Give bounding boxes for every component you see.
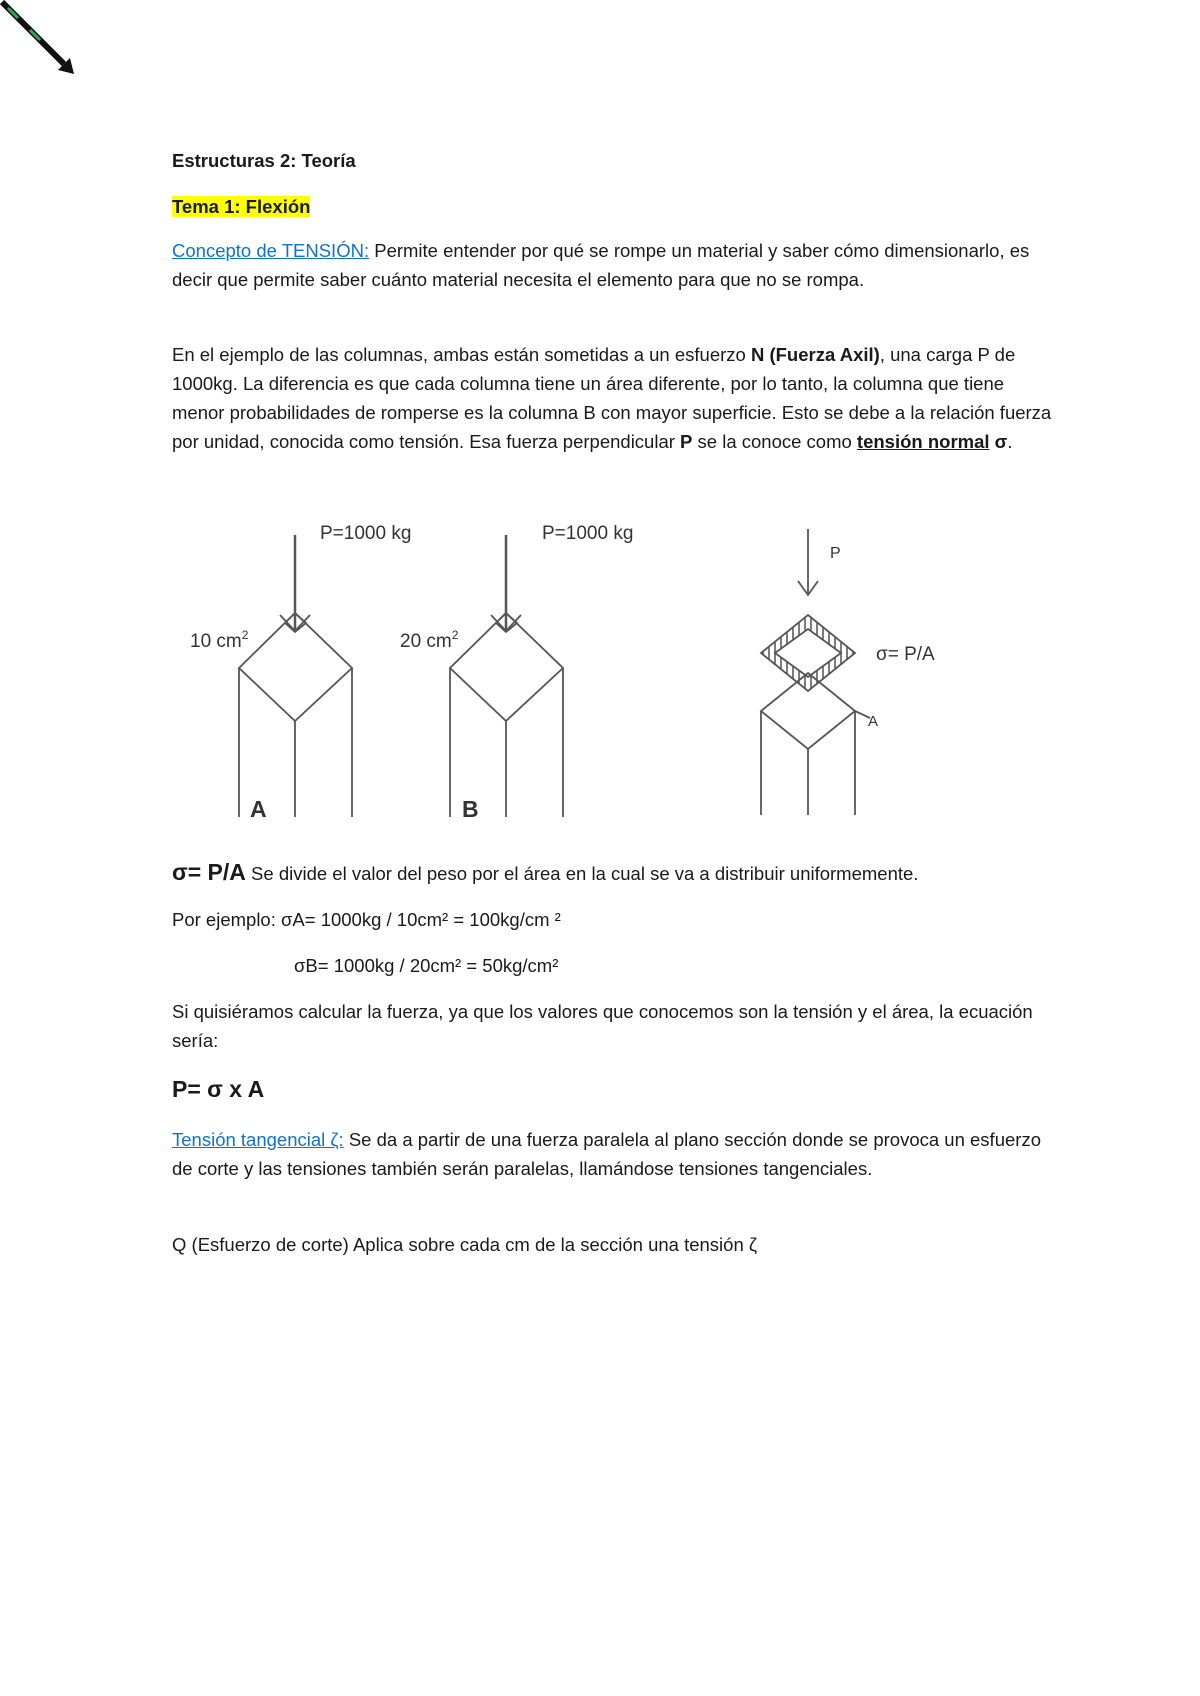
corner-arrow-icon (0, 0, 90, 90)
normal-stress-term: tensión normal (856, 431, 990, 452)
tangential-heading-link[interactable]: Tensión tangencial ζ: (172, 1129, 344, 1150)
column-b-label: B (462, 796, 479, 822)
document-title: Estructuras 2: Teoría (172, 150, 356, 171)
area-label-a: 10 $cm^2$ (190, 628, 249, 652)
columns-figure (180, 515, 960, 830)
axial-force-term: N (Fuerza Axil) (750, 344, 880, 365)
concept-paragraph (172, 236, 1052, 294)
stress-diagram (761, 529, 870, 815)
concept-heading-link[interactable]: Concepto de TENSIÓN: (172, 240, 370, 261)
columns-text-5: . (1007, 431, 1013, 452)
example-line-1: Por ejemplo: σA= 1000kg / 10cm² = 100kg/cm ² (172, 909, 561, 930)
force-p-term: P (680, 431, 693, 452)
columns-text-1: En el ejemplo de las columnas, ambas están sometidas a un esfuerzo (172, 344, 751, 365)
column-a-label: A (250, 796, 267, 822)
column-a-diagram (239, 535, 352, 817)
columns-paragraph (172, 340, 1052, 456)
load-label-a: P=1000 kg (320, 523, 412, 544)
columns-text-2: , una carga P de 1000kg. La diferencia es que cada columna tiene un área diferente, por lo tanto, la columna que tiene menor probabilidades de romperse es la columna B con mayor superficie. Esto se debe a la relación fuerza por unidad, conocida como tensión. Esa fuerza perpendicular (172, 344, 1052, 452)
stress-formula: σ= P/A (172, 859, 246, 885)
topic-heading (172, 192, 310, 221)
shear-paragraph: Q (Esfuerzo de corte) Aplica sobre cada cm de la sección una tensión ζ (172, 1234, 758, 1255)
concept-text: Permite entender por qué se rompe un material y saber cómo dimensionarlo, es decir que permite saber cuánto material necesita el elemento para que no se rompa. (172, 240, 1030, 290)
sigma-formula-label: σ= P/A (876, 644, 935, 665)
formula-paragraph (172, 858, 1052, 888)
force-p-label: P (830, 545, 841, 562)
force-formula: P= σ x A (172, 1076, 265, 1102)
sigma-symbol: σ (994, 431, 1008, 452)
area-a-label: A (868, 713, 879, 730)
example-line-2: σB= 1000kg / 20cm² = 50kg/cm² (294, 955, 559, 976)
load-label-b: P=1000 kg (542, 523, 634, 544)
area-label-b: 20 $cm^2$ (400, 628, 459, 652)
force-paragraph: Si quisiéramos calcular la fuerza, ya que los valores que conocemos son la tensión y el área, la ecuación sería: (172, 1001, 1033, 1051)
column-b-diagram (450, 535, 563, 817)
tangential-paragraph (172, 1125, 1052, 1183)
columns-text-3: se la conoce como (692, 431, 857, 452)
topic-highlight: Tema 1: Flexión (172, 196, 311, 217)
formula-explanation: Se divide el valor del peso por el área en la cual se va a distribuir uniformemente. (245, 863, 919, 884)
tangential-text: Se da a partir de una fuerza paralela al plano sección donde se provoca un esfuerzo de corte y las tensiones también serán paralelas, llamándose tensiones tangenciales. (172, 1129, 1041, 1179)
